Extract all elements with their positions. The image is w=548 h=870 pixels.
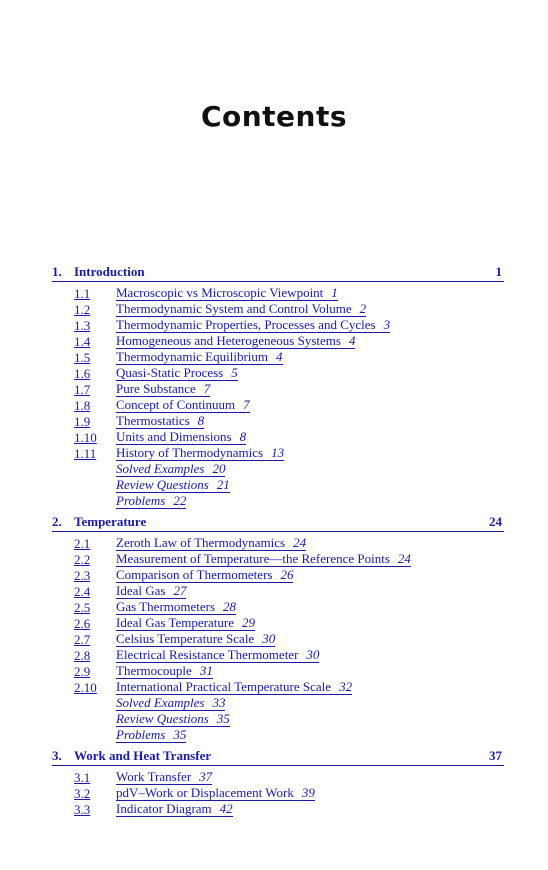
section-number: 2.1 [74, 536, 91, 551]
toc-entry[interactable] [52, 632, 504, 648]
section-page: 8 [197, 413, 205, 428]
section-list [52, 536, 504, 744]
section-number: 1.11 [74, 446, 97, 461]
section-link[interactable] [116, 584, 186, 599]
section-page: 26 [280, 567, 294, 582]
section-title: Homogeneous and Heterogeneous Systems [116, 333, 341, 348]
chapter-number: 1. [52, 264, 62, 279]
section-page: 8 [239, 429, 247, 444]
extra-page: 22 [173, 493, 187, 508]
section-page: 42 [219, 801, 233, 816]
toc-entry-extra[interactable] [52, 462, 504, 478]
extra-title: Problems [116, 727, 166, 742]
toc-entry[interactable] [52, 536, 504, 552]
section-number: 2.7 [74, 632, 91, 647]
section-title: Concept of Continuum [116, 397, 236, 412]
extra-page: 33 [212, 695, 226, 710]
section-page: 37 [199, 769, 213, 784]
toc-entry-extra[interactable] [52, 696, 504, 712]
section-title: Quasi-Static Process [116, 365, 224, 380]
section-number: 1.1 [74, 286, 91, 301]
section-link[interactable] [116, 616, 255, 631]
section-link[interactable] [116, 366, 238, 381]
section-page: 32 [339, 679, 353, 694]
section-page: 30 [306, 647, 320, 662]
chapter-title[interactable]: Temperature [74, 514, 147, 529]
section-title: Thermostatics [116, 413, 190, 428]
extra-page: 35 [173, 727, 187, 742]
section-number: 2.4 [74, 584, 91, 599]
section-page: 24 [293, 535, 307, 550]
section-page: 5 [231, 365, 238, 380]
section-number: 1.5 [74, 350, 91, 365]
section-number: 3.2 [74, 786, 91, 801]
toc-entry[interactable] [52, 616, 504, 632]
extra-link[interactable] [116, 494, 186, 509]
section-title: Gas Thermometers [116, 599, 216, 614]
toc-entry[interactable] [52, 366, 504, 382]
chapter-number: 2. [52, 514, 62, 529]
section-page: 3 [383, 317, 391, 332]
section-number: 1.3 [74, 318, 91, 333]
section-page: 39 [301, 785, 315, 800]
toc-entry[interactable] [52, 382, 504, 398]
toc-entry[interactable] [52, 648, 504, 664]
extra-page: 35 [216, 711, 230, 726]
section-link[interactable] [116, 680, 352, 695]
section-title: Zeroth Law of Thermodynamics [116, 535, 286, 550]
section-title: Work Transfer [116, 769, 192, 784]
extra-link[interactable] [116, 462, 225, 477]
section-title: pdV–Work or Displacement Work [116, 785, 294, 800]
section-number: 1.2 [74, 302, 91, 317]
section-link[interactable] [116, 286, 338, 301]
section-title: Measurement of Temperature—the Reference Points [116, 551, 390, 566]
toc-entry[interactable] [52, 584, 504, 600]
extra-link[interactable] [116, 696, 225, 711]
extra-page: 21 [216, 477, 230, 492]
chapter-heading[interactable] [52, 264, 504, 282]
section-number: 1.8 [74, 398, 91, 413]
section-title: Thermodynamic Properties, Processes and Cycles [116, 317, 376, 332]
page-title: Contents [200, 100, 348, 133]
section-link[interactable] [116, 414, 204, 429]
section-link[interactable] [116, 398, 250, 413]
extra-link[interactable] [116, 478, 230, 493]
extra-title: Review Questions [116, 477, 209, 492]
section-link[interactable] [116, 786, 315, 801]
section-number: 1.7 [74, 382, 91, 397]
extra-link[interactable] [116, 728, 186, 743]
section-link[interactable] [116, 568, 293, 583]
section-number: 2.8 [74, 648, 91, 663]
toc-entry[interactable] [52, 350, 504, 366]
extra-title: Review Questions [116, 711, 209, 726]
toc-entry[interactable] [52, 552, 504, 568]
section-page: 27 [173, 583, 187, 598]
section-link[interactable] [116, 632, 275, 647]
section-number: 2.5 [74, 600, 91, 615]
section-link[interactable] [116, 430, 246, 445]
section-link[interactable] [116, 536, 306, 551]
section-title: Units and Dimensions [116, 429, 232, 444]
chapter-title[interactable]: Work and Heat Transfer [74, 748, 212, 763]
section-page: 29 [241, 615, 255, 630]
toc-entry[interactable] [52, 680, 504, 696]
chapter-heading[interactable] [52, 514, 504, 532]
toc-entry[interactable] [52, 770, 504, 786]
section-title: International Practical Temperature Scale [116, 679, 332, 694]
extra-link[interactable] [116, 712, 230, 727]
section-link[interactable] [116, 664, 213, 679]
section-link[interactable] [116, 552, 411, 567]
spacer [52, 818, 504, 822]
toc-entry[interactable] [52, 802, 504, 818]
toc-entry[interactable] [52, 398, 504, 414]
chapter-heading[interactable] [52, 748, 504, 766]
chapter-page: 1 [495, 264, 502, 279]
section-page: 31 [199, 663, 213, 678]
section-page: 7 [203, 381, 211, 396]
toc-entry[interactable] [52, 302, 504, 318]
toc-entry[interactable] [52, 334, 504, 350]
toc-entry[interactable] [52, 414, 504, 430]
chapter-number: 3. [52, 748, 62, 763]
section-page: 7 [243, 397, 250, 412]
section-number: 3.3 [74, 802, 91, 817]
section-number: 3.1 [74, 770, 91, 785]
extra-page: 20 [212, 461, 226, 476]
section-link[interactable] [116, 318, 390, 333]
section-number: 2.3 [74, 568, 91, 583]
section-number: 2.6 [74, 616, 91, 631]
extra-title: Problems [116, 493, 166, 508]
section-list [52, 770, 504, 818]
section-title: Ideal Gas [116, 583, 166, 598]
section-link[interactable] [116, 648, 319, 663]
section-number: 1.4 [74, 334, 91, 349]
section-title: Electrical Resistance Thermometer [116, 647, 299, 662]
toc-entry[interactable] [52, 568, 504, 584]
toc-entry[interactable] [52, 318, 504, 334]
toc-entry[interactable] [52, 286, 504, 302]
section-page: 30 [262, 631, 276, 646]
toc-entry-extra[interactable] [52, 728, 504, 744]
section-link[interactable] [116, 350, 283, 365]
section-page: 4 [276, 349, 283, 364]
section-title: Thermodynamic Equilibrium [116, 349, 268, 364]
section-page: 28 [223, 599, 237, 614]
section-title: Celsius Temperature Scale [116, 631, 255, 646]
section-page: 24 [397, 551, 411, 566]
section-title: Macroscopic vs Microscopic Viewpoint [116, 285, 324, 300]
section-title: Thermocouple [116, 663, 192, 678]
extra-title: Solved Examples [116, 695, 205, 710]
section-link[interactable] [116, 802, 233, 817]
section-page: 1 [331, 285, 338, 300]
section-title: Thermodynamic System and Control Volume [116, 301, 352, 316]
section-link[interactable] [116, 446, 284, 461]
chapter-page: 24 [489, 514, 502, 529]
chapter-title[interactable]: Introduction [74, 264, 145, 279]
extra-title: Solved Examples [116, 461, 205, 476]
chapter-page: 37 [489, 748, 502, 763]
section-title: Pure Substance [116, 381, 196, 396]
toc-entry[interactable] [52, 600, 504, 616]
section-link[interactable] [116, 302, 366, 317]
toc-entry[interactable] [52, 664, 504, 680]
section-number: 1.6 [74, 366, 91, 381]
section-number: 2.9 [74, 664, 91, 679]
table-of-contents [52, 264, 504, 822]
section-list [52, 286, 504, 510]
section-number: 2.2 [74, 552, 91, 567]
section-page: 2 [359, 301, 367, 316]
toc-entry[interactable] [52, 786, 504, 802]
section-page: 13 [271, 445, 285, 460]
section-link[interactable] [116, 770, 212, 785]
toc-entry[interactable] [52, 446, 504, 462]
toc-entry-extra[interactable] [52, 478, 504, 494]
section-page: 4 [348, 333, 356, 348]
toc-entry[interactable] [52, 430, 504, 446]
toc-entry-extra[interactable] [52, 494, 504, 510]
section-link[interactable] [116, 382, 210, 397]
section-link[interactable] [116, 600, 236, 615]
section-number: 1.9 [74, 414, 91, 429]
section-number: 1.10 [74, 430, 97, 445]
section-number: 2.10 [74, 680, 97, 695]
toc-entry-extra[interactable] [52, 712, 504, 728]
section-title: Indicator Diagram [116, 801, 212, 816]
section-title: Comparison of Thermometers [116, 567, 273, 582]
section-title: Ideal Gas Temperature [116, 615, 234, 630]
section-link[interactable] [116, 334, 355, 349]
section-title: History of Thermodynamics [116, 445, 264, 460]
